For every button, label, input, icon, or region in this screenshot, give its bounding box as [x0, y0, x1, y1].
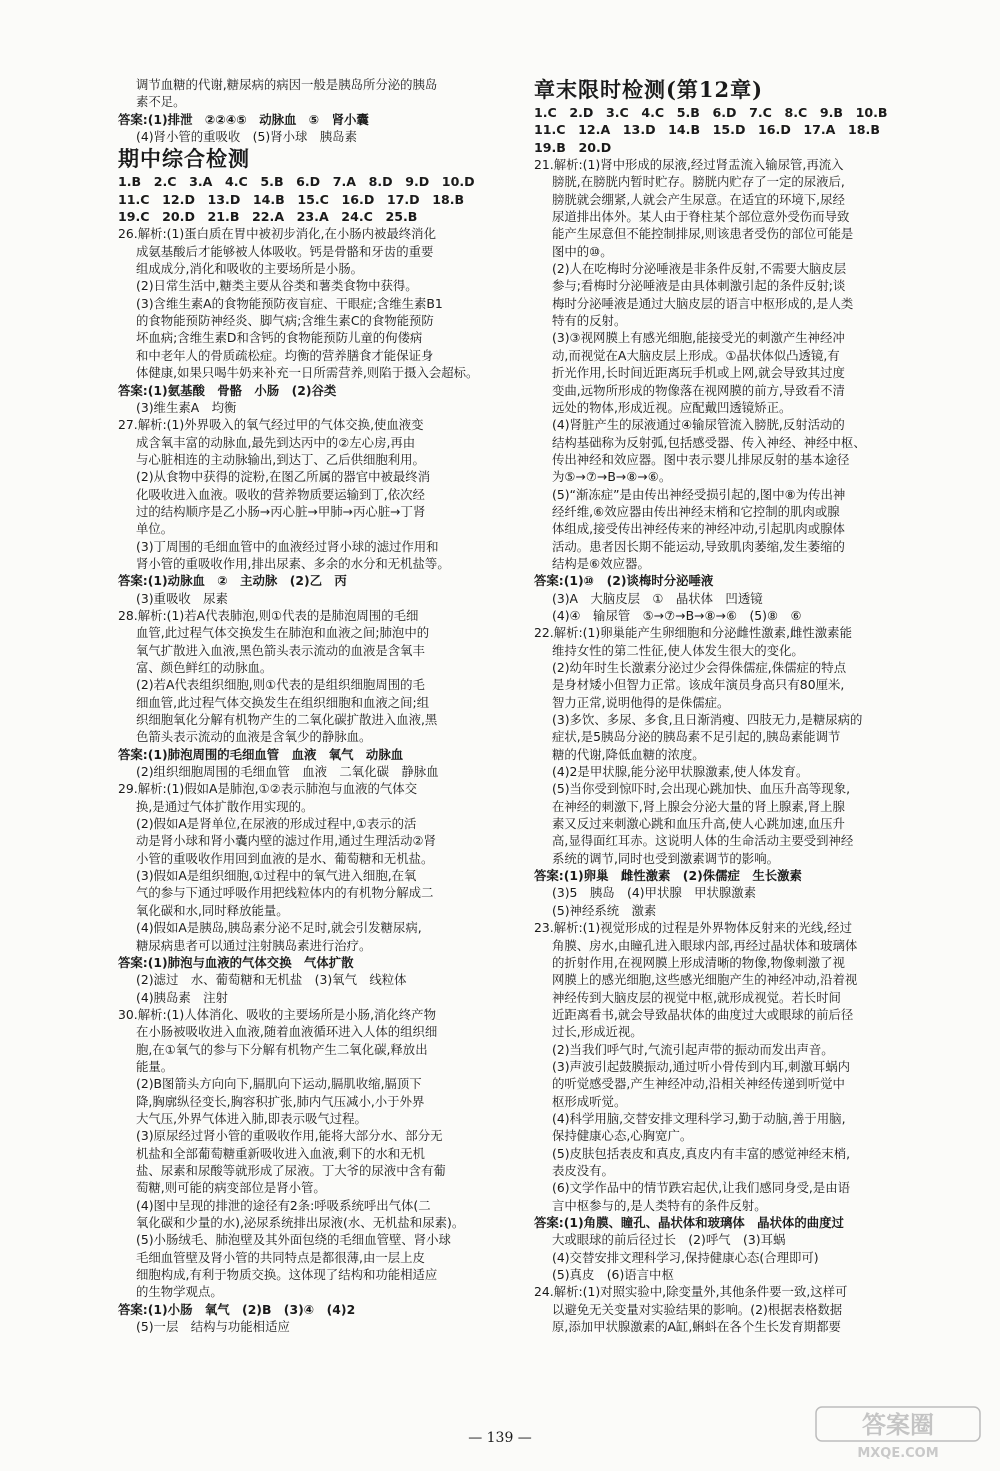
text-line: 小管的重吸收作用回到血液的是水、葡萄糖和无机盐。: [136, 850, 434, 866]
text-line: (4)假如A是胰岛,胰岛素分泌不足时,就会引发糖尿病,: [136, 920, 422, 936]
text-line: (3)维生素A 均衡: [136, 399, 237, 415]
text-line: 萄糖,则可能的病变部位是肾小管。: [136, 1180, 326, 1196]
text-line: 为⑤→⑦→B→⑧→⑥。: [552, 469, 672, 485]
answer-line: 答案:(1)肺泡周围的毛细血管 血液 氧气 动脉血: [118, 746, 404, 762]
text-line: 梅时分泌唾液是通过大脑皮层的语言中枢形成的,是人类: [552, 295, 854, 311]
text-line: 经纤维,⑥效应器由传出神经末梢和它控制的肌肉或腺: [552, 503, 840, 519]
text-line: 以避免无关变量对实验结果的影响。(2)根据表格数据: [552, 1301, 843, 1317]
answer-line: 答案:(1)动脉血 ② 主动脉 (2)乙 丙: [118, 573, 347, 589]
text-line: 变曲,远物所形成的物像落在视网膜的前方,导致看不清: [552, 382, 845, 398]
text-line: (5)当你受到惊吓时,会出现心跳加快、血压升高等现象,: [552, 781, 851, 797]
text-line: (3)含维生素A的食物能预防夜盲症、干眼症;含维生素B1: [136, 295, 443, 311]
text-line: 图中的⑩。: [552, 243, 613, 259]
choice-answers: 11.C 12.D 13.D 14.B 15.C 16.D 17.D 18.B: [118, 191, 465, 207]
text-line: 特有的反射。: [552, 313, 627, 329]
text-line: 化吸收进入血液。吸收的营养物质要运输到丁,依次经: [136, 486, 425, 502]
text-line: 富、颜色鲜红的动脉血。: [136, 660, 273, 675]
text-line: 的生物学观点。: [136, 1284, 223, 1300]
text-line: 能量。: [136, 1058, 174, 1074]
text-line: 成氨基酸后才能够被人体吸收。钙是骨骼和牙齿的重要: [136, 243, 434, 259]
text-line: 降,胸廓纵径变长,胸容积扩张,肺内气压减小,小于外界: [136, 1093, 425, 1109]
text-line: 与心脏相连的主动脉输出,到达丁、乙后供细胞利用。: [136, 451, 425, 467]
text-line: (5)一层 结构与功能相适应: [136, 1319, 290, 1335]
text-line: 在小肠被吸收进入血液,随着血液循环进入人体的组织细: [136, 1024, 438, 1040]
answer-line: 答案:(1)⑩ (2)谈梅时分泌唾液: [534, 573, 714, 589]
text-line: 28.解析:(1)若A代表肺泡,则①代表的是肺泡周围的毛细: [118, 607, 419, 623]
right-column: [534, 76, 974, 1335]
watermark-logo: [814, 1403, 982, 1461]
answer-line: 答案:(1)卵巢 雌性激素 (2)侏儒症 生长激素: [534, 868, 802, 884]
text-line: 组成成分,消化和吸收的主要场所是小肠。: [136, 261, 363, 277]
text-line: 的听觉感受器,产生神经冲动,沿相关神经传递到听觉中: [552, 1076, 845, 1092]
text-line: 参与;看梅时分泌唾液是由具体刺激引起的条件反射;谈: [552, 278, 846, 294]
text-line: 大或眼球的前后径过长 (2)呼气 (3)耳蜗: [552, 1232, 786, 1248]
text-line: (3)多饮、多尿、多食,且日渐消瘦、四肢无力,是糖尿病的: [552, 712, 863, 728]
text-line: (5)神经系统 激素: [552, 902, 657, 918]
text-line: (3)声波引起鼓膜振动,通过听小骨传到内耳,刺激耳蜗内: [552, 1058, 851, 1074]
text-line: (3)原尿经过肾小管的重吸收作用,能将大部分水、部分无: [136, 1128, 443, 1144]
text-line: 症状,是5胰岛分泌的胰岛素不足引起的,胰岛素能调节: [552, 729, 841, 745]
text-line: 盐、尿素和尿酸等就形成了尿液。丁大爷的尿液中含有葡: [136, 1162, 446, 1178]
text-line: 神经传到大脑皮层的视觉中枢,就形成视觉。若长时间: [552, 989, 841, 1005]
text-line: (6)文学作品中的情节跌宕起伏,让我们感同身受,是由语: [552, 1180, 851, 1196]
text-line: (2)假如A是肾单位,在尿液的形成过程中,①表示的活: [136, 816, 417, 832]
text-line: 27.解析:(1)外界吸入的氧气经过甲的气体交换,使血液变: [118, 417, 424, 433]
choice-answers: 1.C 2.D 3.C 4.C 5.B 6.D 7.C 8.C 9.B 10.B: [534, 105, 888, 120]
text-line: 胞,在①氧气的参与下分解有机物产生二氧化碳,释放出: [136, 1041, 428, 1057]
text-line: (4)交替安排文理科学习,保持健康心态(合理即可): [552, 1249, 819, 1265]
text-line: 的食物能预防神经炎、脚气病;含维生素C的食物能预防: [136, 313, 434, 329]
answer-line: 答案:(1)氨基酸 骨骼 小肠 (2)谷类: [118, 382, 337, 398]
text-line: (4)④ 输尿管 ⑤→⑦→B→⑧→⑥ (5)⑧ ⑥: [552, 607, 802, 623]
text-line: 换,是通过气体扩散作用实现的。: [136, 798, 314, 814]
text-line: 氧气扩散进入血液,黑色箭头表示流动的血液是含氧丰: [136, 642, 425, 658]
left-column: [118, 76, 556, 1335]
choice-answers: 19.B 20.D: [534, 139, 612, 155]
page-number: — 139 —: [468, 1430, 532, 1446]
text-line: 成含氧丰富的动脉血,最先到达丙中的②左心房,再由: [136, 434, 416, 450]
text-line: 氧化碳和水,同时释放能量。: [136, 902, 289, 918]
answer-line: 答案:(1)角膜、瞳孔、晶状体和玻璃体 晶状体的曲度过: [534, 1215, 844, 1230]
text-line: (4)科学用脑,交替安排文理科学习,勤于动脑,善于用脑,: [552, 1110, 846, 1126]
text-line: 网膜上的感光细胞,这些感光细胞产生的神经冲动,沿着视: [552, 972, 858, 988]
text-line: 高,显得面红耳赤。这说明人体的生命活动主要受到神经: [552, 833, 854, 849]
text-line: 肾小管的重吸收作用,排出尿素、多余的水分和无机盐等。: [136, 555, 450, 571]
text-line: 调节血糖的代谢,糖尿病的病因一般是胰岛所分泌的胰岛: [136, 77, 438, 92]
text-line: 氧化碳和少量的水),泌尿系统排出尿液(水、无机盐和尿素)。: [136, 1215, 465, 1230]
text-line: 膀胱就会绷紧,人就会产生尿意。在适宜的环境下,尿经: [552, 191, 845, 207]
text-line: (2)人在吃梅时分泌唾液是非条件反射,不需要大脑皮层: [552, 261, 847, 277]
text-line: 24.解析:(1)对照实验中,除变量外,其他条件要一致,这样可: [534, 1284, 848, 1300]
text-line: 机盐和全部葡萄糖重新吸收进入血液,剩下的水和无机: [136, 1145, 425, 1161]
text-line: 气的参与下通过呼吸作用把线粒体内的有机物分解成二: [136, 885, 434, 901]
text-line: (3)重吸收 尿素: [136, 590, 228, 606]
text-line: (2)组织细胞周围的毛细血管 血液 二氧化碳 静脉血: [136, 764, 439, 780]
text-line: 原,添加甲状腺激素的A缸,蝌蚪在各个生长发育期都要: [552, 1319, 841, 1335]
text-line: 织细胞氧化分解有机物产生的二氧化碳扩散进入血液,黑: [136, 712, 438, 728]
text-line: 活动。患者因长期不能运动,导致肌肉萎缩,发生萎缩的: [552, 538, 845, 554]
text-line: 是身材矮小但智力正常。该成年演员身高只有80厘米,: [552, 677, 845, 693]
choice-answers: 19.C 20.D 21.B 22.A 23.A 24.C 25.B: [118, 209, 418, 225]
text-line: 细血管,此过程气体交换发生在组织细胞和血液之间;组: [136, 694, 430, 710]
text-line: 糖尿病患者可以通过注射胰岛素进行治疗。: [136, 937, 372, 953]
answer-line: 答案:(1)排泄 ②②④⑤ 动脉血 ⑤ 肾小囊: [118, 111, 369, 127]
text-line: (3)5 胰岛 (4)甲状腺 甲状腺激素: [552, 885, 757, 901]
text-line: (2)若A代表组织细胞,则①代表的是组织细胞周围的毛: [136, 677, 425, 693]
text-line: (3)假如A是组织细胞,①过程中的氧气进入细胞,在氧: [136, 868, 417, 884]
text-line: 智力正常,说明他得的是侏儒症。: [552, 694, 730, 710]
text-line: (4)肾脏产生的尿液通过④输尿管流入膀胱,反射活动的: [552, 417, 845, 433]
text-line: 单位。: [136, 521, 174, 537]
text-line: (5)“渐冻症”是由传出神经受损引起的,图中⑧为传出神: [552, 486, 846, 502]
watermark-url: MXQE.COM: [857, 1446, 939, 1461]
text-line: 结构基础称为反射弧,包括感受器、传入神经、神经中枢、: [552, 434, 866, 450]
text-line: 体健康,如果只喝牛奶来补充一日所需营养,则陷于摄入会超标。: [136, 365, 479, 381]
text-line: 30.解析:(1)人体消化、吸收的主要场所是小肠,消化终产物: [118, 1006, 436, 1022]
answer-line: 答案:(1)肺泡与血液的气体交换 气体扩散: [118, 954, 354, 970]
text-line: 远处的物体,形成近视。应配戴凹透镜矫正。: [552, 399, 792, 415]
text-line: (5)小肠绒毛、肺泡壁及其外面包绕的毛细血管壁、肾小球: [136, 1232, 451, 1248]
text-line: 膀胱,在膀胱内暂时贮存。膀胱内贮存了一定的尿液后,: [552, 174, 845, 190]
text-line: 23.解析:(1)视觉形成的过程是外界物体反射来的光线,经过: [534, 920, 852, 936]
text-line: 糖的代谢,降低血糖的浓度。: [552, 746, 705, 762]
text-line: 素不足。: [136, 94, 186, 110]
section-heading: 期中综合检测: [118, 146, 250, 172]
text-line: 素又反过来刺激心跳和血压升高,使人心跳加速,血压升: [552, 816, 845, 832]
section-heading: 章末限时检测(第12章): [534, 77, 764, 102]
text-line: 折光作用,长时间近距离玩手机或上网,就会导致其过度: [552, 365, 845, 381]
text-line: 体组成,接受传出神经传来的神经冲动,引起肌肉或腺体: [552, 521, 845, 537]
choice-answers: 11.C 12.A 13.D 14.B 15.D 16.D 17.A 18.B: [534, 122, 880, 138]
choice-answers: 1.B 2.C 3.A 4.C 5.B 6.D 7.A 8.D 9.D 10.D: [118, 174, 475, 190]
text-line: 过长,形成近视。: [552, 1024, 643, 1040]
text-line: 色箭头表示流动的血液是含氧少的静脉血。: [136, 729, 372, 745]
text-line: 29.解析:(1)假如A是肺泡,①②表示肺泡与血液的气体交: [118, 781, 418, 797]
text-line: 言中枢参与的,是人类特有的条件反射。: [552, 1197, 767, 1213]
text-line: 毛细血管壁及肾小管的共同特点是都很薄,由一层上皮: [136, 1249, 425, 1265]
text-line: 22.解析:(1)卵巢能产生卵细胞和分泌雌性激素,雌性激素能: [534, 625, 852, 641]
text-line: 的折射作用,在视网膜上形成清晰的物像,物像刺激了视: [552, 954, 845, 970]
text-line: 保持健康心态,心胸宽广。: [552, 1128, 693, 1144]
text-line: 坏血病;含维生素D和含钙的食物能预防儿童的佝偻病: [136, 330, 423, 346]
text-line: (3)丁周围的毛细血管中的血液经过肾小球的滤过作用和: [136, 538, 439, 554]
text-line: 枢形成听觉。: [552, 1093, 627, 1109]
text-line: 能产生尿意但不能控制排尿,则该患者受伤的部位可能是: [552, 226, 854, 242]
text-line: (4)胰岛素 注射: [136, 989, 228, 1005]
text-line: (2)当我们呼气时,气流引起声带的振动而发出声音。: [552, 1041, 834, 1057]
text-line: (4)2是甲状腺,能分泌甲状腺激素,使人体发育。: [552, 764, 809, 780]
text-line: (5)真皮 (6)语言中枢: [552, 1267, 674, 1283]
answer-line: 答案:(1)小肠 氧气 (2)B (3)④ (4)2: [118, 1301, 356, 1317]
text-line: 和中老年人的骨质疏松症。均衡的营养膳食才能保证身: [136, 347, 434, 363]
text-line: 结构是⑥效应器。: [552, 555, 650, 571]
text-line: (2)幼年时生长激素分泌过少会得侏儒症,侏儒症的特点: [552, 660, 847, 675]
text-line: 在神经的刺激下,肾上腺会分泌大量的肾上腺素,肾上腺: [552, 798, 845, 814]
watermark-text: 答案圈: [862, 1411, 934, 1439]
text-line: 21.解析:(1)肾中形成的尿液,经过肾盂流入输尿管,再流入: [534, 157, 844, 173]
text-line: 细胞构成,有利于物质交换。这体现了结构和功能相适应: [136, 1267, 438, 1283]
text-line: 血管,此过程气体交换发生在肺泡和血液之间;肺泡中的: [136, 625, 430, 641]
text-line: (2)从食物中获得的淀粉,在图乙所属的器官中被最终消: [136, 469, 431, 485]
text-line: (4)图中呈现的排泄的途径有2条:呼吸系统呼出气体(二: [136, 1197, 431, 1213]
text-line: 尿道排出体外。某人由于脊柱某个部位意外受伤而导致: [552, 209, 850, 225]
text-line: (5)皮肤包括表皮和真皮,真皮内有丰富的感觉神经末梢,: [552, 1145, 851, 1161]
text-line: 角膜、房水,由瞳孔进入眼球内部,再经过晶状体和玻璃体: [552, 937, 858, 953]
text-line: 维持女性的第二性征,使人体发生很大的变化。: [552, 642, 804, 658]
text-line: (2)日常生活中,糖类主要从谷类和薯类食物中获得。: [136, 278, 418, 294]
text-line: (3)③视网膜上有感光细胞,能接受光的刺激产生神经冲: [552, 330, 845, 346]
text-line: 系统的调节,同时也受到激素调节的影响。: [552, 850, 779, 866]
text-line: (3)A 大脑皮层 ① 晶状体 凹透镜: [552, 590, 763, 606]
text-line: 过的结构顺序是乙小肠→丙心脏→甲肺→丙心脏→丁肾: [136, 503, 426, 519]
text-line: (4)肾小管的重吸收 (5)肾小球 胰岛素: [136, 129, 357, 145]
text-line: 动,而视觉在A大脑皮层上形成。①晶状体似凸透镜,有: [552, 347, 840, 363]
text-line: 26.解析:(1)蛋白质在胃中被初步消化,在小肠内被最终消化: [118, 226, 436, 242]
text-line: (2)B图箭头方向向下,膈肌向下运动,膈肌收缩,膈顶下: [136, 1076, 422, 1092]
text-line: 近距离看书,就会导致晶状体的曲度过大或眼球的前后径: [552, 1006, 854, 1022]
text-line: 传出神经和效应器。图中表示婴儿排尿反射的基本途径: [552, 451, 850, 467]
text-line: 表皮没有。: [552, 1162, 614, 1178]
text-line: 大气压,外界气体进入肺,即表示吸气过程。: [136, 1110, 367, 1126]
text-line: 动是肾小球和肾小囊内壁的滤过作用,通过生理活动②肾: [136, 833, 437, 849]
text-line: (2)滤过 水、葡萄糖和无机盐 (3)氧气 线粒体: [136, 972, 407, 988]
